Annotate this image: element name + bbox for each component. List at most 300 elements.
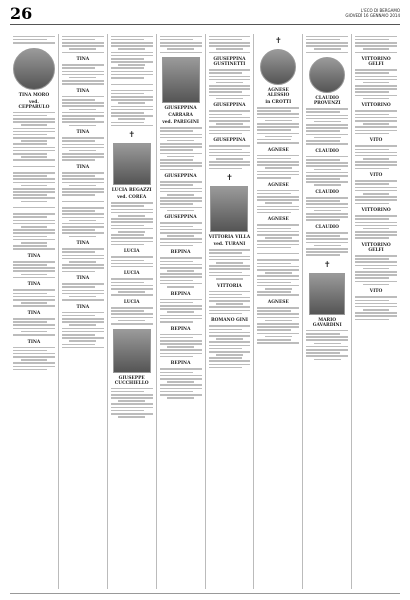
announcement-text-block <box>62 283 104 301</box>
text-line <box>209 313 243 315</box>
deceased-name: AGNESE <box>267 182 289 188</box>
text-line <box>265 320 292 322</box>
text-line <box>306 143 348 145</box>
text-line <box>355 110 397 112</box>
text-line <box>209 259 251 261</box>
text-line <box>111 266 153 268</box>
deceased-name: CARRARA <box>168 113 193 119</box>
deceased-name: TINA <box>76 88 90 94</box>
portrait-photo <box>13 48 55 90</box>
text-line <box>21 124 48 126</box>
announcement-text-block <box>160 127 202 170</box>
text-line <box>13 188 55 190</box>
text-line <box>355 168 389 170</box>
text-line <box>13 172 55 174</box>
text-line <box>62 267 104 269</box>
deceased-name: TINA <box>76 304 90 310</box>
text-line <box>209 335 251 337</box>
text-line <box>111 209 153 211</box>
text-line <box>160 207 202 209</box>
text-line <box>209 95 251 97</box>
text-line <box>13 261 55 263</box>
text-line <box>160 353 202 355</box>
text-line <box>62 210 96 212</box>
announcement-text-block <box>306 232 348 256</box>
text-line <box>355 281 397 283</box>
text-line <box>355 45 397 47</box>
obituary-column <box>10 34 59 589</box>
text-line <box>62 67 96 69</box>
deceased-name: VITTORINO GELFI <box>361 57 391 68</box>
text-line <box>314 245 341 247</box>
deceased-name: LUCIA <box>123 300 140 305</box>
text-line <box>306 333 340 335</box>
text-line <box>160 130 194 132</box>
text-line <box>118 118 145 120</box>
announcement-text-block <box>13 318 55 336</box>
text-line <box>160 149 194 151</box>
portrait-photo <box>162 57 200 103</box>
text-line <box>209 272 243 274</box>
text-line <box>306 52 348 54</box>
announcement-text-block <box>13 347 55 371</box>
announcement-text-block <box>257 190 299 214</box>
text-line <box>209 145 251 147</box>
text-line <box>62 334 96 336</box>
deceased-name: VITTORINO GELFI <box>361 243 391 254</box>
text-line <box>306 200 340 202</box>
text-line <box>111 205 145 207</box>
text-line <box>118 48 145 50</box>
text-line <box>355 222 397 224</box>
announcement-text-block <box>209 36 251 54</box>
text-line <box>257 244 299 246</box>
announcement-text-block <box>111 256 153 267</box>
text-line <box>306 111 340 113</box>
text-line <box>160 229 202 231</box>
announcement-text-block <box>111 307 153 325</box>
page-number: 26 <box>10 4 33 23</box>
text-line <box>62 255 104 257</box>
text-line <box>355 306 397 308</box>
text-line <box>363 284 390 286</box>
text-line <box>13 42 55 44</box>
text-line <box>160 299 202 301</box>
text-line <box>111 394 153 396</box>
deceased-name: ved. COREA <box>117 195 147 201</box>
text-line <box>62 83 104 85</box>
deceased-name: BEPINA <box>170 291 191 297</box>
text-line <box>209 297 251 299</box>
announcement-text-block <box>209 145 251 169</box>
text-line <box>160 321 194 323</box>
text-line <box>62 71 104 73</box>
deceased-name: GIUSEPPE CUCCHIELLO <box>114 375 149 386</box>
text-line <box>216 338 243 340</box>
text-line <box>13 324 55 326</box>
text-line <box>257 177 291 179</box>
portrait-photo <box>260 49 296 85</box>
text-line <box>265 288 292 290</box>
obituary-column <box>206 34 255 589</box>
deceased-name: AGNESE <box>267 217 289 223</box>
text-line <box>363 48 390 50</box>
text-line <box>111 77 145 79</box>
deceased-name: TINA <box>76 57 90 63</box>
text-line <box>306 336 348 338</box>
text-line <box>363 268 390 270</box>
text-line <box>257 171 299 173</box>
announcement-text-block <box>160 368 202 398</box>
text-line <box>355 218 389 220</box>
text-line <box>160 276 202 278</box>
text-line <box>355 149 389 151</box>
text-line <box>62 112 104 114</box>
text-line <box>111 93 145 95</box>
text-line <box>257 117 299 119</box>
text-line <box>13 267 55 269</box>
text-line <box>13 175 47 177</box>
text-line <box>306 235 340 237</box>
page-header <box>10 4 400 25</box>
text-line <box>21 140 48 142</box>
text-line <box>363 98 390 100</box>
text-line <box>355 234 397 236</box>
text-line <box>314 48 341 50</box>
text-line <box>257 123 299 125</box>
text-line <box>306 248 348 250</box>
deceased-name: LUCIA REGAZZI <box>111 188 152 194</box>
text-line <box>216 262 243 264</box>
text-line <box>257 263 291 265</box>
text-line <box>62 45 104 47</box>
announcement-text-block <box>111 388 153 418</box>
text-line <box>62 102 104 104</box>
text-line <box>355 315 397 317</box>
cross-icon: ✝ <box>226 173 233 183</box>
text-line <box>209 69 251 71</box>
text-line <box>160 391 194 393</box>
announcement-text-block <box>355 180 397 204</box>
text-line <box>62 337 104 339</box>
text-line <box>160 137 202 139</box>
text-line <box>306 216 348 218</box>
text-line <box>13 293 47 295</box>
announcement-text-block <box>62 207 104 237</box>
text-line <box>160 343 202 345</box>
text-line <box>160 197 202 199</box>
text-line <box>69 48 96 50</box>
text-line <box>355 237 389 239</box>
text-line <box>355 303 397 305</box>
text-line <box>160 45 202 47</box>
text-line <box>13 248 55 250</box>
text-line <box>111 294 153 296</box>
text-line <box>13 213 55 215</box>
text-line <box>62 299 104 301</box>
announcement-text-block <box>62 172 104 196</box>
text-line <box>160 203 194 205</box>
text-line <box>160 188 202 190</box>
text-line <box>21 331 48 333</box>
text-line <box>13 299 55 301</box>
text-line <box>21 201 48 203</box>
text-line <box>355 76 397 78</box>
text-line <box>209 161 251 163</box>
text-line <box>111 202 153 204</box>
text-line <box>160 368 202 370</box>
text-line <box>209 91 243 93</box>
text-line <box>160 191 202 193</box>
announcement-text-block <box>62 64 104 85</box>
text-line <box>160 349 202 351</box>
text-line <box>111 218 153 220</box>
text-line <box>69 220 96 222</box>
text-line <box>13 328 55 330</box>
text-line <box>62 140 96 142</box>
text-line <box>160 261 194 263</box>
deceased-name: AGNESE <box>267 300 289 306</box>
text-line <box>13 296 55 298</box>
announcement-text-block <box>13 261 55 279</box>
text-line <box>13 36 55 38</box>
text-line <box>257 234 299 236</box>
text-line <box>209 126 251 128</box>
text-line <box>209 310 251 312</box>
text-line <box>111 67 145 69</box>
text-line <box>69 236 96 238</box>
text-line <box>209 133 243 135</box>
text-line <box>355 300 389 302</box>
text-line <box>62 118 96 120</box>
text-line <box>111 241 153 243</box>
deceased-name: VITTORINO <box>361 103 391 109</box>
announcement-text-block <box>160 36 202 54</box>
deceased-name: CLAUDIO <box>315 224 339 230</box>
text-line <box>209 275 251 277</box>
text-line <box>257 279 299 281</box>
text-line <box>257 240 299 242</box>
text-line <box>13 353 55 355</box>
text-line <box>13 147 55 149</box>
text-line <box>167 381 194 383</box>
text-line <box>209 367 243 369</box>
text-line <box>62 207 104 209</box>
text-line <box>209 329 243 331</box>
text-line <box>306 355 348 357</box>
announcement-text-block <box>13 213 55 250</box>
text-line <box>62 286 96 288</box>
announcement-text-block <box>111 202 153 245</box>
text-line <box>160 337 194 339</box>
text-line <box>118 291 145 293</box>
text-line <box>314 210 341 212</box>
text-line <box>306 45 348 47</box>
text-line <box>209 52 251 54</box>
text-line <box>257 155 299 157</box>
text-line <box>111 61 153 63</box>
text-line <box>111 99 153 101</box>
text-line <box>160 169 194 171</box>
text-line <box>62 115 104 117</box>
text-line <box>257 139 291 141</box>
deceased-name: VITTORIA <box>217 283 242 289</box>
text-line <box>306 118 348 120</box>
announcement-text-block <box>111 278 153 296</box>
text-line <box>111 323 153 325</box>
text-line <box>62 175 96 177</box>
text-line <box>355 130 397 132</box>
announcement-text-block <box>160 222 202 246</box>
text-line <box>160 184 194 186</box>
text-line <box>160 134 202 136</box>
deceased-name: VITO <box>369 173 383 179</box>
text-line <box>118 320 145 322</box>
text-line <box>355 145 397 147</box>
text-line <box>62 39 96 41</box>
text-line <box>355 312 397 314</box>
deceased-name: TINA <box>76 165 90 171</box>
text-line <box>111 115 153 117</box>
text-line <box>167 286 194 288</box>
text-line <box>257 291 291 293</box>
text-line <box>13 277 55 279</box>
text-line <box>209 164 251 166</box>
text-line <box>209 85 251 87</box>
text-line <box>62 226 104 228</box>
text-line <box>13 356 55 358</box>
text-line <box>69 324 96 326</box>
text-line <box>265 120 292 122</box>
text-line <box>306 339 348 341</box>
text-line <box>13 245 47 247</box>
deceased-name: LUCIA <box>123 249 140 255</box>
text-line <box>62 64 104 66</box>
text-line <box>306 203 348 205</box>
deceased-name: AGNESE ALESSIO <box>267 88 290 98</box>
text-line <box>160 143 202 145</box>
text-line <box>111 228 153 230</box>
text-line <box>306 172 348 174</box>
text-line <box>306 181 348 183</box>
text-line <box>306 124 348 126</box>
text-line <box>62 258 104 260</box>
text-line <box>209 351 251 353</box>
text-line <box>265 272 292 274</box>
text-line <box>257 231 299 233</box>
text-line <box>209 341 251 343</box>
deceased-name: GIUSEPPINA <box>164 106 197 112</box>
cross-icon: ✝ <box>274 36 282 45</box>
announcement-separator <box>13 166 55 167</box>
announcement-text-block <box>355 69 397 99</box>
text-line <box>62 318 104 320</box>
text-line <box>314 121 341 123</box>
text-line <box>13 270 55 272</box>
text-line <box>160 305 202 307</box>
text-line <box>257 294 299 296</box>
text-line <box>111 288 153 290</box>
text-line <box>62 229 96 231</box>
text-line <box>209 345 251 347</box>
text-line <box>257 310 291 312</box>
text-line <box>69 296 96 298</box>
text-line <box>355 180 397 182</box>
deceased-name: CLAUDIO <box>315 190 339 196</box>
text-line <box>355 91 389 93</box>
text-line <box>209 88 251 90</box>
text-line <box>13 121 55 123</box>
deceased-name: TINA <box>76 241 90 247</box>
announcement-text-block <box>306 108 348 145</box>
text-line <box>355 39 389 41</box>
text-line <box>355 196 397 198</box>
text-line <box>62 315 96 317</box>
text-line <box>306 127 348 129</box>
text-line <box>355 271 397 273</box>
text-line <box>62 153 104 155</box>
text-line <box>209 256 251 258</box>
text-line <box>21 156 48 158</box>
text-line <box>13 131 55 133</box>
text-line <box>355 161 397 163</box>
text-line <box>257 285 299 287</box>
text-line <box>62 191 104 193</box>
text-line <box>306 134 348 136</box>
announcement-text-block <box>160 334 202 358</box>
text-line <box>62 80 104 82</box>
deceased-name: MARIO GAVARDINI <box>312 317 342 328</box>
text-line <box>111 282 145 284</box>
text-line <box>306 42 348 44</box>
text-line <box>306 156 348 158</box>
text-line <box>257 307 299 309</box>
text-line <box>69 109 96 111</box>
deceased-name: LUCIA <box>123 271 140 277</box>
text-line <box>257 339 291 341</box>
portrait-photo <box>113 329 151 373</box>
text-line <box>216 82 243 84</box>
text-line <box>160 280 194 282</box>
announcement-separator <box>62 201 104 202</box>
announcement-text-block <box>257 107 299 144</box>
deceased-name: ved. TURANI <box>213 242 246 248</box>
text-line <box>13 362 55 364</box>
text-line <box>209 249 251 251</box>
deceased-name: VITTORINO <box>361 208 391 214</box>
text-line <box>111 278 153 280</box>
text-line <box>13 194 47 196</box>
text-line <box>13 216 47 218</box>
text-line <box>216 48 243 50</box>
announcement-text-block <box>62 96 104 126</box>
text-line <box>257 126 299 128</box>
text-line <box>111 313 153 315</box>
text-line <box>69 77 96 79</box>
text-line <box>62 144 104 146</box>
text-line <box>257 206 299 208</box>
text-line <box>13 239 55 241</box>
text-line <box>355 69 397 71</box>
text-line <box>111 36 153 38</box>
text-line <box>111 96 153 98</box>
announcement-text-block <box>13 36 55 44</box>
text-line <box>257 209 299 211</box>
text-line <box>216 278 243 280</box>
text-line <box>62 271 96 273</box>
text-line <box>355 255 397 257</box>
deceased-name: GIUSEPPINA <box>213 138 246 144</box>
